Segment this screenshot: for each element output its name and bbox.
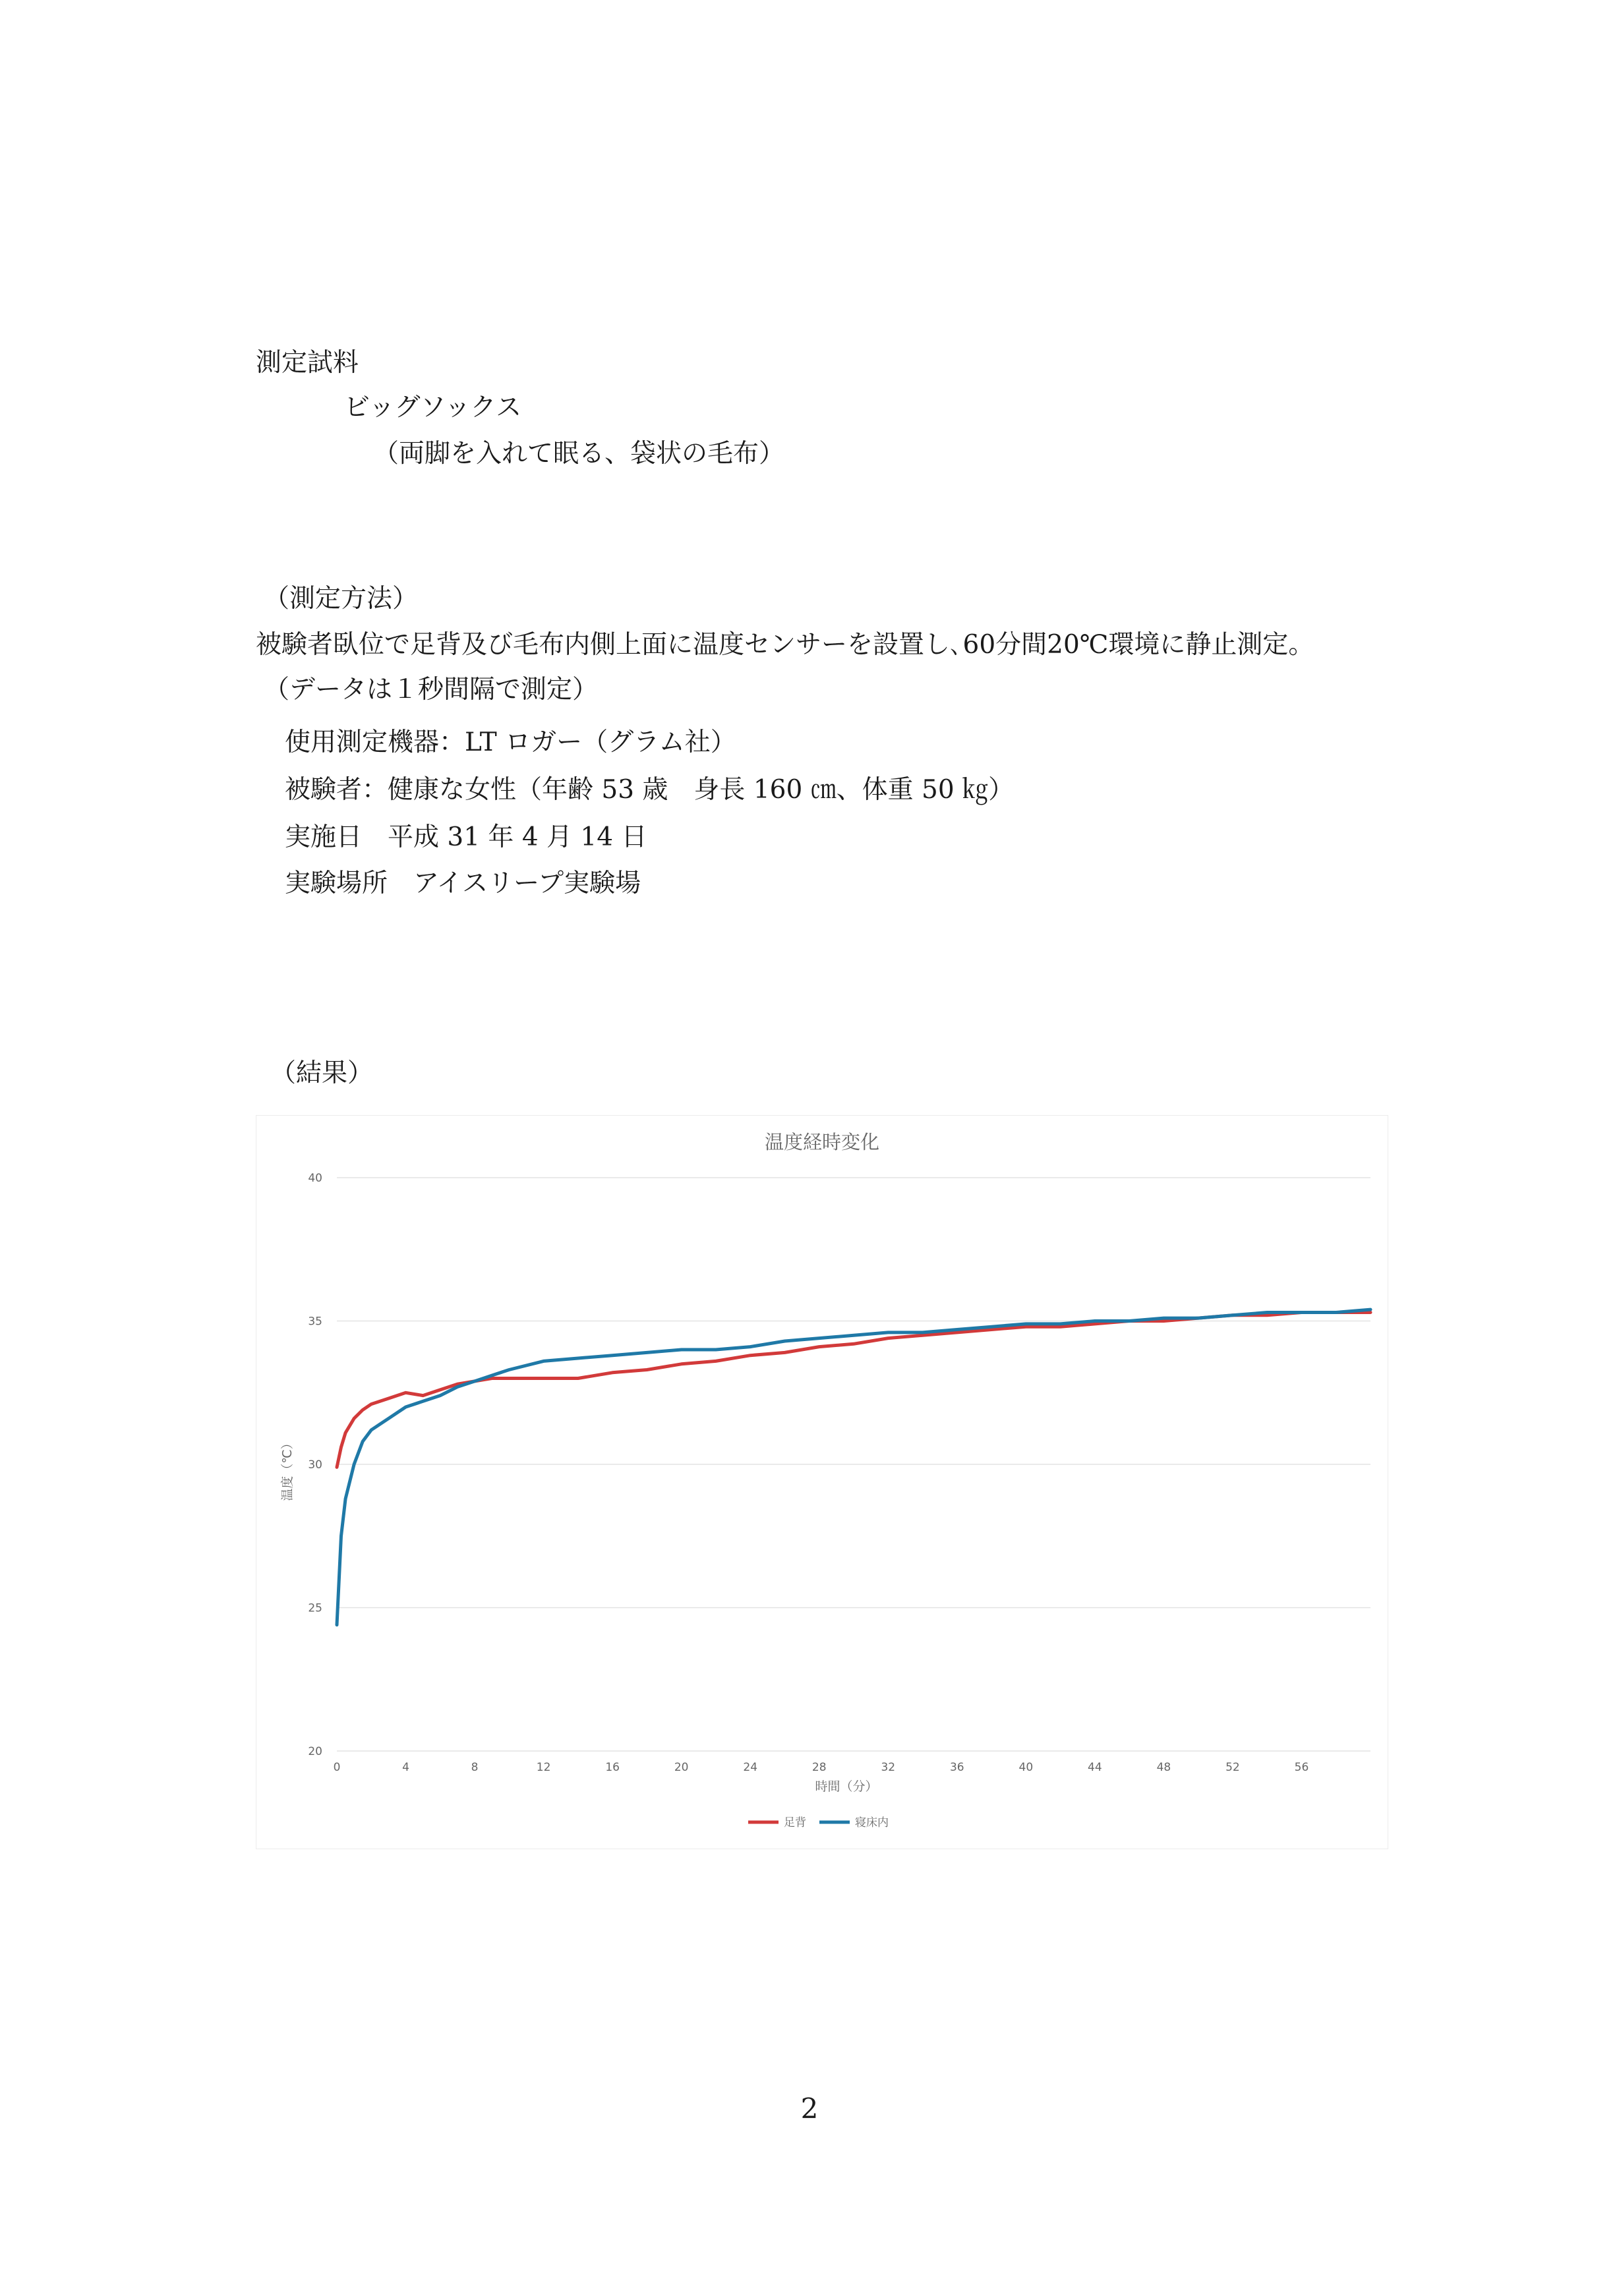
- x-tick-label: 28: [811, 1761, 827, 1774]
- x-tick-label: 16: [605, 1761, 620, 1774]
- measurement-device: 使用測定機器：LT ロガー（グラム社）: [285, 728, 736, 757]
- series-line-1: [337, 1309, 1370, 1625]
- legend-label-1: 寝床内: [855, 1816, 889, 1829]
- x-tick-label: 52: [1225, 1761, 1240, 1774]
- x-tick-label: 32: [881, 1761, 896, 1774]
- x-tick-label: 40: [1018, 1761, 1034, 1774]
- page-number: 2: [800, 2092, 819, 2125]
- legend-label-0: 足背: [784, 1816, 806, 1829]
- x-tick-label: 56: [1294, 1761, 1309, 1774]
- x-tick-label: 8: [471, 1761, 479, 1774]
- method-description: 被験者臥位で足背及び毛布内側上面に温度センサーを設置し､60分間20℃環境に静止測定。: [256, 630, 1314, 660]
- result-heading: （結果）: [270, 1058, 374, 1088]
- x-tick-label: 4: [402, 1761, 409, 1774]
- x-tick-label: 48: [1156, 1761, 1171, 1774]
- sample-note: （両脚を入れて眠る、袋状の毛布）: [373, 439, 785, 469]
- y-axis-label: 温度（℃）: [280, 1437, 295, 1501]
- measurement-interval: （データは１秒間隔で測定）: [264, 675, 599, 704]
- y-tick-label: 20: [308, 1745, 322, 1758]
- x-tick-label: 24: [743, 1761, 758, 1774]
- location-info: 実験場所 アイスリープ実験場: [285, 869, 641, 898]
- chart-title: 温度経時変化: [764, 1131, 880, 1153]
- x-axis-label: 時間（分）: [815, 1779, 878, 1794]
- sample-name: ビッグソックス: [344, 393, 522, 422]
- subject-info: 被験者：健康な女性（年齢 53 歳 身長 160 ㎝、体重 50 ㎏）: [285, 775, 1015, 805]
- x-tick-label: 36: [949, 1761, 964, 1774]
- y-tick-label: 35: [308, 1315, 322, 1329]
- sample-heading: 測定試料: [256, 348, 359, 378]
- x-tick-label: 0: [333, 1761, 341, 1774]
- x-tick-label: 12: [536, 1761, 551, 1774]
- method-heading: （測定方法）: [264, 584, 419, 614]
- x-tick-label: 20: [674, 1761, 689, 1774]
- y-tick-label: 40: [308, 1172, 322, 1185]
- y-tick-label: 30: [308, 1458, 322, 1472]
- y-tick-label: 25: [308, 1601, 322, 1615]
- chart-canvas: [256, 1116, 1388, 1849]
- date-info: 実施日 平成 31 年 4 月 14 日: [285, 822, 647, 852]
- temperature-chart: [256, 1115, 1388, 1849]
- x-tick-label: 44: [1088, 1761, 1102, 1774]
